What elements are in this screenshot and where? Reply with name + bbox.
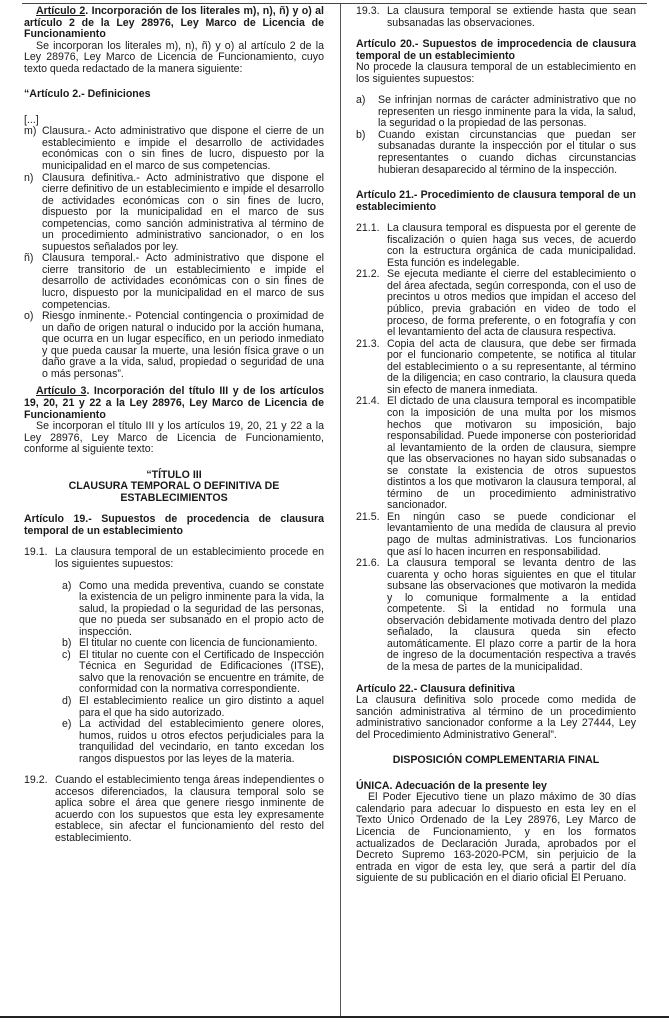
article-19-1-items — [62, 581, 324, 766]
article-19-1-item-text: El titular no cuente con licencia de funcionamiento. — [79, 637, 318, 650]
article-19-1-item-label: a) — [62, 579, 72, 592]
article-19-3-text: La clausura temporal se extiende hasta que sean subsanadas las observaciones. — [387, 5, 636, 29]
article-3-heading: Artículo 3. Incorporación del título III y de los artículos 19, 20, 21 y 22 a la Ley 28976, Ley Marco de Licencia de Funcionamiento — [24, 385, 325, 421]
article-2-heading: Artículo 2. Incorporación de los literales m), n), ñ) y o) al artículo 2 de la Ley 28976, Ley Marco de Licencia de Funcionamiento — [24, 5, 324, 41]
final-disposition-heading: DISPOSICIÓN COMPLEMENTARIA FINAL — [392, 754, 600, 767]
definition-item — [24, 126, 324, 172]
article-19-1-item-text: El titular no cuente con el Certificado de Inspección Técnica en Seguridad de Edificaciones (ITSE), salvo que la renovación se encuentre en trámite, de conformidad con la normativa correspondiente. — [79, 648, 324, 696]
article-19-1-item-text: La actividad del establecimiento genere olores, humos, ruidos u otros efectos perjudiciales para la tranquilidad del vecindario, en tanto excedan los rangos dispuestos por las leyes de la materia. — [79, 718, 324, 765]
article-21-item — [356, 558, 636, 673]
article-19-2 — [24, 775, 324, 844]
definition-item — [24, 311, 324, 380]
article-21-item — [356, 269, 636, 338]
titulo-subheading: CLAUSURA TEMPORAL O DEFINITIVA DE ESTABLECIMIENTOS — [68, 480, 280, 504]
left-column — [24, 6, 324, 845]
definition-item-text: Clausura.- Acto administrativo que dispone el cierre de un establecimiento e impide el desarrollo de actividades económicas con o sin fines de lucro, dispuesto por la municipalidad en el marco de sus competencias. — [42, 125, 324, 173]
article-21-item-text: Copia del acta de clausura, que debe ser firmada por el funcionario competente, se notifica al titular del establecimiento o a su representante, al término de la diligencia; en caso contrario, la clausura queda sin efecto de manera inmediata. — [387, 337, 636, 396]
article-21-item-label: 21.5. — [356, 510, 380, 523]
article-21-item-text: La clausura temporal se levanta dentro de las cuarenta y ocho horas siguientes en que el titular subsane las observaciones que motivaron la medida y lo comunique formalmente a la entidad competente. Si la entidad no formula una observación debidamente motivada dentro del plazo señalado, la clausura queda sin efecto automáticamente. El plazo corre a partir de la hora de ingreso de la documentación respectiva a través de la mesa de partes de la municipalidad. — [387, 557, 636, 673]
article-21-item-text: En ningún caso se puede condicionar el levantamiento de una medida de clausura al previo pago de multas administrativas. Los funcionarios que así lo hacen incurren en responsabilidad. — [387, 510, 636, 558]
definition-item-label: o) — [24, 310, 34, 323]
titulo-heading: “TÍTULO III — [146, 468, 202, 481]
article-2-intro: Se incorporan los literales m), n), ñ) y o) al artículo 2 de la Ley 28976, Ley Marco de Licencia de Funcionamiento, cuyo texto queda redactado de la manera siguiente: — [24, 39, 324, 75]
article-19-3 — [356, 6, 636, 29]
article-19-1-item-label: d) — [62, 694, 72, 707]
definitions-list — [24, 126, 324, 380]
article-21-heading: Artículo 21.- Procedimiento de clausura temporal de un establecimiento — [356, 189, 636, 213]
column-divider — [340, 4, 341, 1016]
article-21-item — [356, 339, 636, 397]
article-2-quote-title: “Artículo 2.- Definiciones — [24, 88, 151, 101]
article-19-1-item — [62, 650, 324, 696]
definition-item-label: m) — [24, 125, 37, 138]
article-19-1-item-text: El establecimiento realice un giro distinto a aquel para el que ha sido autorizado. — [79, 694, 324, 719]
unica-text: El Poder Ejecutivo tiene un plazo máximo de 30 días calendario para adecuar lo dispuesto en esta ley en el Texto Único Ordenado de la Ley 28976, Ley Marco de Licencia de Funcionamiento, y en los formatos actualizados de Declaración Jurada, aprobados por el Decreto Supremo 163-2020-PCM, sin perjuicio de la entrada en vigor de esta ley, que será a partir del día siguiente de su publicación en el diario oficial El Peruano. — [356, 791, 636, 885]
article-21-item-label: 21.4. — [356, 395, 380, 408]
article-19-1 — [24, 547, 324, 570]
article-20-item-label: b) — [356, 128, 366, 141]
article-21-item-label: 21.1. — [356, 222, 380, 235]
article-20-item-text: Se infrinjan normas de carácter administrativo que no representen un riesgo inminente para la vida, la salud, la seguridad o la propiedad de las personas. — [378, 94, 636, 130]
article-19-heading: Artículo 19.- Supuestos de procedencia de clausura temporal de un establecimiento — [24, 513, 324, 537]
unica-heading: ÚNICA. Adecuación de la presente ley — [356, 779, 547, 792]
article-20-items — [356, 95, 636, 176]
article-21-item-text: La clausura temporal es dispuesta por el gerente de fiscalización o quien haga sus veces, de acuerdo con la estructura orgánica de cada municipalidad. Esta función es indelegable. — [387, 222, 636, 269]
article-21-item-label: 21.3. — [356, 337, 380, 350]
article-21-item-label: 21.2. — [356, 268, 380, 281]
article-20-intro: No procede la clausura temporal de un establecimiento en los siguientes supuestos: — [356, 61, 636, 85]
article-19-1-number: 19.1. — [24, 546, 48, 559]
article-21-item — [356, 223, 636, 269]
article-19-1-item — [62, 696, 324, 719]
article-21-items — [356, 223, 636, 673]
top-rule — [22, 3, 647, 4]
article-19-1-item — [62, 719, 324, 765]
article-20-heading: Artículo 20.- Supuestos de improcedencia de clausura temporal de un establecimiento — [356, 38, 636, 62]
article-19-1-item-label: e) — [62, 718, 72, 731]
article-20-item — [356, 95, 636, 130]
ellipsis: [...] — [24, 113, 39, 126]
article-21-item-label: 21.6. — [356, 557, 380, 570]
article-22-text: La clausura definitiva solo procede como medida de sanción administrativa al término de un procedimiento administrativo sancionador conforme a la Ley 27444, Ley del Procedimiento Administrativo General”. — [356, 694, 636, 741]
article-21-item — [356, 512, 636, 558]
article-19-1-item — [62, 581, 324, 639]
article-19-2-number: 19.2. — [24, 774, 48, 787]
article-22-heading: Artículo 22.- Clausura definitiva — [356, 682, 515, 695]
definition-item — [24, 253, 324, 311]
article-19-2-text: Cuando el establecimiento tenga áreas independientes o accesos diferenciados, la clausura temporal solo se aplica sobre el área que genere riesgo inminente de acuerdo con los supuestos que esta ley expresamente establece, sin afectar el funcionamiento del resto del establecimiento. — [55, 774, 324, 844]
article-19-3-number: 19.3. — [356, 5, 380, 17]
article-20-item-text: Cuando existan circunstancias que puedan ser subsanadas durante la inspección por el titular o sus representantes o cuando dichas circunstancias hubieran desaparecido al término de la inspección. — [378, 128, 636, 176]
article-20-item — [356, 130, 636, 176]
article-19-1-item-label: c) — [62, 648, 71, 661]
bottom-rule — [0, 1016, 669, 1018]
article-19-1-text: La clausura temporal de un establecimiento procede en los siguientes supuestos: — [55, 546, 324, 570]
article-19-1-item-label: b) — [62, 637, 72, 650]
article-21-item-text: Se ejecuta mediante el cierre del establecimiento o del área afectada, según corresponda, con el uso de precintos u otros medios que impidan el acceso del público, previa grabación en video de todo el proceso, de forma preferente, o en fotografía y con el levantamiento del acta de clausura respectiva. — [387, 268, 636, 339]
definition-item — [24, 173, 324, 254]
article-3-intro: Se incorporan el título III y los artículos 19, 20, 21 y 22 a la Ley 28976, Ley Marco de Licencia de Funcionamiento, conforme al siguiente texto: — [24, 420, 324, 456]
article-20-item-label: a) — [356, 94, 366, 107]
article-21-item — [356, 396, 636, 511]
definition-item-text: Clausura temporal.- Acto administrativo que dispone el cierre transitorio de un establecimiento e impide el desarrollo de actividades económicas con o sin fines de lucro, dispuesto por la municipalidad en el marco de sus competencias. — [42, 252, 324, 311]
definition-item-text: Clausura definitiva.- Acto administrativo que dispone el cierre definitivo de un establecimiento e impide el desarrollo de actividades económicas con o sin fines de lucro, dispuesto por la municipalidad en el marco de sus competencias, como sanción administrativa al término de un procedimiento administrativo sancionador, o en los supuestos señalados por ley. — [42, 171, 324, 253]
definition-item-text: Riesgo inminente.- Potencial contingencia o proximidad de un daño de origen natural o inducido por la acción humana, que ocurra en un lugar específico, en un periodo inmediato y que pueda causar la muerte, una lesión física grave o un daño grave a la vida, salud, propiedad o seguridad de una o más personas”. — [42, 310, 324, 380]
article-21-item-text: El dictado de una clausura temporal es incompatible con la imposición de una multa por los mismos hechos que motivaron su imposición, bajo responsabilidad. Puede imponerse con posterioridad al levantamiento de la orden de clausura, siempre que las observaciones no hayan sido subsanadas o se constate la existencia de otros supuestos distintos a los que motivaron la clausura temporal, al término de un procedimiento administrativo sancionador. — [387, 395, 636, 512]
definition-item-label: n) — [24, 171, 34, 184]
article-19-1-item-text: Como una medida preventiva, cuando se constate la existencia de un peligro inminente para la vida, la salud, la propiedad o la seguridad de las personas, que no pueda ser subsanado en el propio acto de inspección. — [79, 579, 324, 638]
definition-item-label: ñ) — [24, 252, 34, 265]
right-column — [356, 6, 636, 885]
